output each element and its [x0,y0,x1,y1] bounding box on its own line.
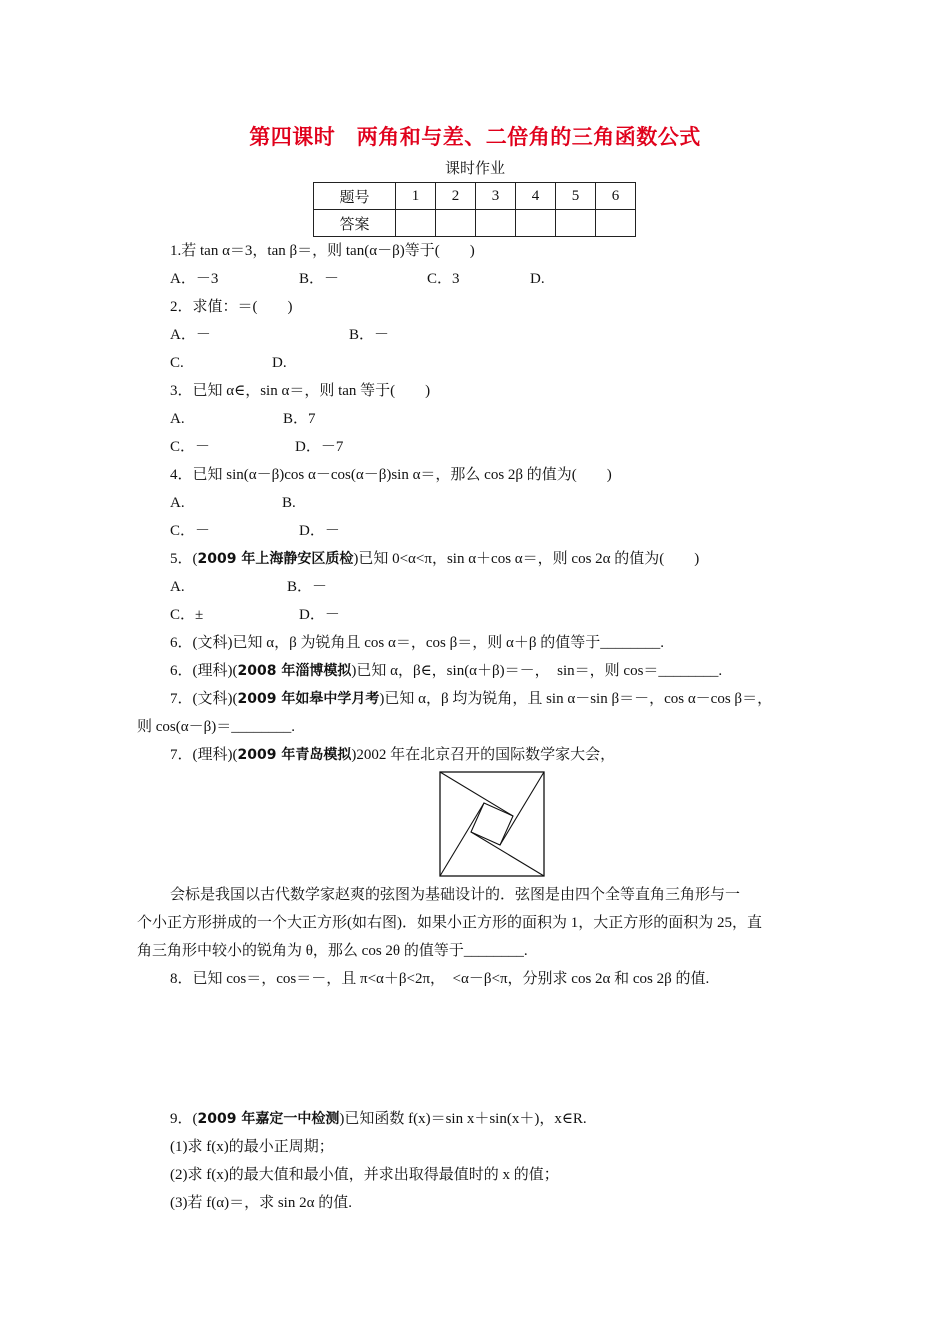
table-cell-number: 2 [436,183,476,210]
zhao-shuang-string-diagram [439,771,545,877]
answer-cell [396,210,436,237]
question-source: 2008 年淄博模拟 [237,663,352,679]
answer-cell [436,210,476,237]
triangle-edge [500,772,544,845]
question-7a-line2: 则 cos(α－β)＝________. [137,719,295,735]
question-2-stem: 2．求值：＝( ) [170,299,293,315]
answer-cell [596,210,636,237]
question-2-option-a: A．－ [170,327,211,343]
inner-square [471,803,513,845]
question-2-option-d: D. [272,355,287,371]
question-4-option-d: D．－ [299,523,340,539]
question-source: 2009 年如皋中学月考 [237,691,380,707]
question-2-option-c: C. [170,355,184,371]
answer-cell [476,210,516,237]
question-9: 9．(2009 年嘉定一中检测)已知函数 f(x)＝sin x＋sin(x＋)，x∈R. [170,1111,587,1127]
page-subtitle: 课时作业 [444,161,505,177]
question-5-option-c: C．± [170,607,204,623]
question-4-stem: 4．已知 sin(α－β)cos α－cos(α－β)sin α＝，那么 cos 2β 的值为( ) [170,467,612,483]
question-7b-line2: 会标是我国以古代数学家赵爽的弦图为基础设计的．弦图是由四个全等直角三角形与一 [170,887,741,903]
question-source: 2009 年上海静安区质检 [197,551,354,567]
question-6a: 6．(文科)已知 α，β 为锐角且 cos α＝，cos β＝，则 α＋β 的值等于________. [170,635,664,651]
question-source: 2009 年青岛模拟 [237,747,352,763]
table-row [314,183,636,210]
question-7a: 7．(文科)(2009 年如皋中学月考)已知 α，β 均为锐角，且 sin α－sin β＝－，cos α－cos β＝， [170,691,773,707]
answer-cell [556,210,596,237]
table-cell-number: 1 [396,183,436,210]
question-2-option-b: B．－ [349,327,390,343]
question-5-option-b: B．－ [287,579,328,595]
question-8: 8．已知 cos＝，cos＝－，且 π<α＋β<2π， <α－β<π，分别求 cos 2α 和 cos 2β 的值. [170,971,710,987]
question-7b: 7．(理科)(2009 年青岛模拟)2002 年在北京召开的国际数学家大会， [170,747,616,763]
question-4-option-c: C．－ [170,523,211,539]
question-source: 2009 年嘉定一中检测 [197,1111,340,1127]
table-header-answer: 答案 [314,210,396,237]
question-4-option-a: A. [170,495,185,511]
answer-table [313,182,636,237]
question-7b-line4: 角三角形中较小的锐角为 θ，那么 cos 2θ 的值等于________. [137,943,528,959]
question-9-part-1: (1)求 f(x)的最小正周期； [170,1139,334,1155]
question-3-option-b: B．7 [283,411,316,427]
triangle-edge [471,832,544,876]
table-row [314,210,636,237]
question-1-option-d: D. [530,271,545,287]
triangle-edge [440,803,484,876]
page-title: 第四课时 两角和与差、二倍角的三角函数公式 [249,125,701,149]
question-3-option-a: A. [170,411,185,427]
question-9-part-2: (2)求 f(x)的最大值和最小值，并求出取得最值时的 x 的值； [170,1167,559,1183]
question-5-option-a: A. [170,579,185,595]
question-5-stem: 5．(2009 年上海静安区质检)已知 0<α<π，sin α＋cos α＝，则 cos 2α 的值为( ) [170,551,700,567]
question-4-option-b: B. [282,495,296,511]
table-cell-number: 5 [556,183,596,210]
question-3-option-d: D．－7 [295,439,344,455]
question-3-option-c: C．－ [170,439,211,455]
question-1-option-a: A．－3 [170,271,219,287]
table-cell-number: 6 [596,183,636,210]
question-9-part-3: (3)若 f(α)＝，求 sin 2α 的值. [170,1195,352,1211]
question-5-option-d: D．－ [299,607,340,623]
answer-cell [516,210,556,237]
question-6b: 6．(理科)(2008 年淄博模拟)已知 α，β∈，sin(α＋β)＝－， sin＝，则 cos＝________. [170,663,723,679]
table-cell-number: 4 [516,183,556,210]
question-1-stem: 1.若 tan α＝3，tan β＝，则 tan(α－β)等于( ) [170,243,475,259]
question-7b-line3: 个小正方形拼成的一个大正方形(如右图)．如果小正方形的面积为 1，大正方形的面积为 25，直 [137,915,762,931]
question-1-option-c: C．3 [427,271,460,287]
question-3-stem: 3．已知 α∈，sin α＝，则 tan 等于( ) [170,383,431,399]
table-cell-number: 3 [476,183,516,210]
table-header-number: 题号 [314,183,396,210]
outer-square [440,772,544,876]
question-1-option-b: B．－ [299,271,340,287]
triangle-edge [440,772,513,816]
